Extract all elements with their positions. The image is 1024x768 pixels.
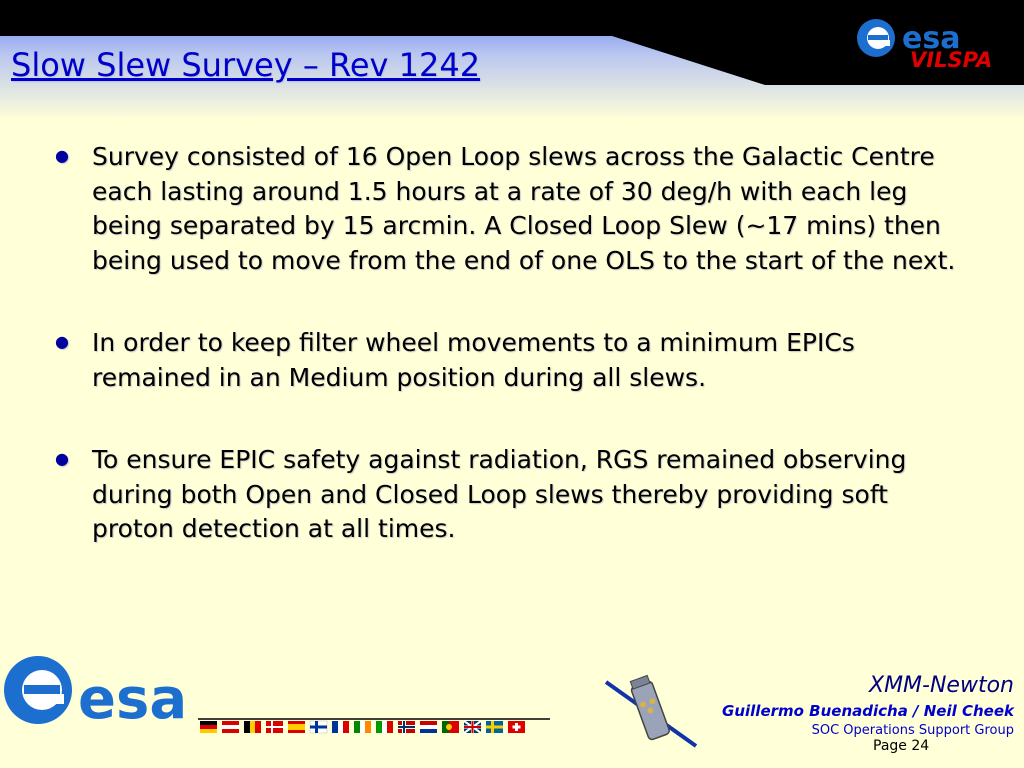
bullet-dot-icon: ●: [55, 332, 69, 351]
member-state-flags: [198, 717, 550, 735]
bullet-item: [55, 443, 975, 547]
page-number: Page 24: [873, 738, 930, 754]
satellite-icon: [600, 668, 700, 753]
esa-logo: [0, 652, 200, 730]
bullet-list: [55, 140, 975, 547]
bullet-text: In order to keep filter wheel movements to a minimum EPICs remained in an Medium position during all slews.: [92, 328, 855, 392]
vilspa-label: VILSPA: [910, 48, 993, 72]
esa-logo-icon: [4, 656, 72, 724]
author-names: Guillermo Buenadicha / Neil Cheek: [722, 702, 1014, 720]
bullet-text: Survey consisted of 16 Open Loop slews across the Galactic Centre each lasting around 1.5 hours at a rate of 30 deg/h with each leg being separated by 15 arcmin. A Closed Loop Slew (~17 mins) then being used to move from the end of one OLS to the start of the next.: [92, 142, 956, 275]
bullet-item: [55, 326, 975, 395]
bullet-dot-icon: ●: [55, 449, 69, 468]
esa-logo-text: esa: [902, 21, 961, 56]
esa-vilspa-logo: [852, 14, 1017, 74]
bullet-text: To ensure EPIC safety against radiation, RGS remained observing during both Open and Closed Loop slews thereby providing soft proton detection at all times.: [92, 445, 907, 543]
esa-logo-text: esa: [78, 667, 188, 730]
group-name: SOC Operations Support Group: [811, 723, 1014, 738]
bullet-dot-icon: ●: [55, 146, 69, 165]
footer: [722, 672, 1014, 740]
mission-name: XMM-Newton: [869, 673, 1014, 698]
esa-logo-icon: [857, 19, 895, 57]
slide-title: Slow Slew Survey – Rev 1242: [11, 46, 481, 84]
bullet-item: [55, 140, 975, 278]
